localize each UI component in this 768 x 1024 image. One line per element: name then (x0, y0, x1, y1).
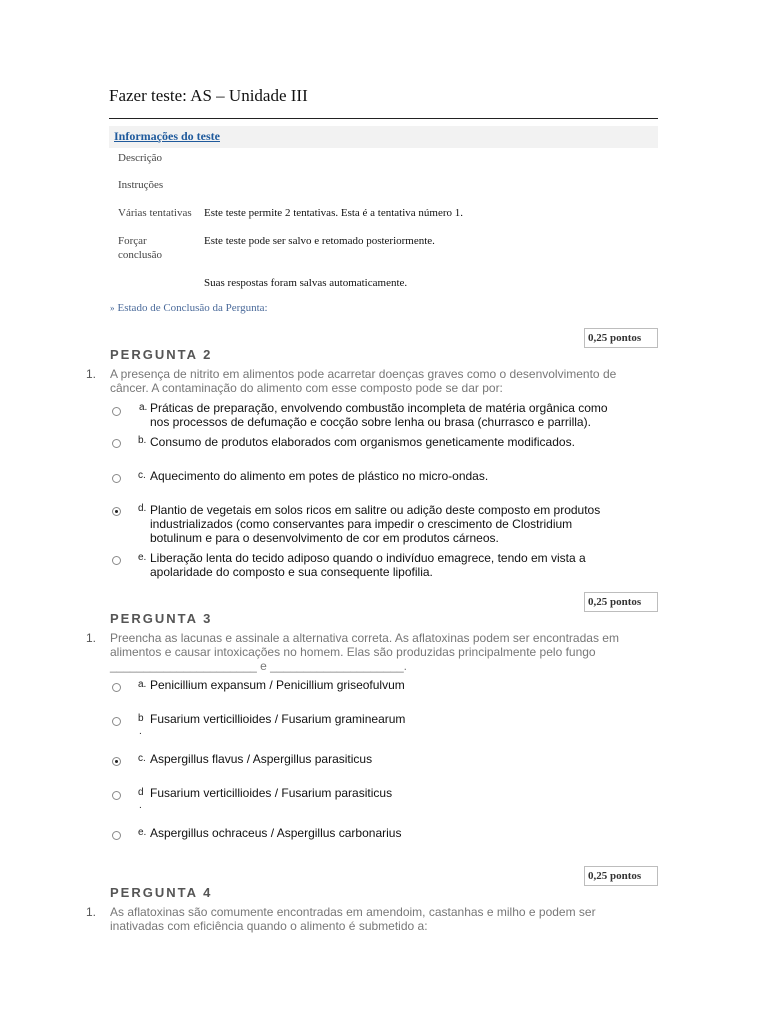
option-letter: c. (138, 753, 146, 764)
test-info-link[interactable]: Informações do teste (114, 129, 220, 143)
option-text-line: nos processos de defumação e cocção sobre lenha ou brasa (churrasco e parrilla). (150, 415, 591, 429)
page-title: Fazer teste: AS – Unidade III (109, 86, 308, 105)
option-letter: d (138, 787, 144, 798)
option-letter: d. (138, 503, 147, 514)
option-letter: b. (138, 435, 147, 446)
completion-status-toggle[interactable] (110, 302, 268, 314)
info-value-force: Este teste pode ser salvo e retomado posteriormente. (204, 235, 435, 247)
question-text-line: alimentos e causar intoxicações no homem. Elas são produzidas principalmente pelo fungo (110, 645, 596, 659)
double-chevron-down-icon: » (110, 303, 115, 313)
option-text-line: industrializados (como conservantes para impedir o crescimento de Clostridium (150, 517, 573, 531)
option-radio[interactable] (112, 683, 121, 692)
option-letter-dot: . (139, 800, 142, 811)
option-letter-dot: . (139, 726, 142, 737)
question-text-line: As aflatoxinas são comumente encontradas em amendoim, castanhas e milho e podem ser (110, 905, 596, 919)
question-4-points: 0,25 pontos (584, 866, 658, 886)
option-text-line: Plantio de vegetais em solos ricos em salitre ou adição deste composto em produtos (150, 503, 601, 517)
option-letter: c. (138, 470, 146, 481)
option-text-line: Fusarium verticillioides / Fusarium parasiticus (150, 786, 393, 800)
option-text (150, 826, 401, 840)
question-3-points: 0,25 pontos (584, 592, 658, 612)
question-4-text (110, 905, 660, 933)
option-letter: e. (138, 552, 147, 563)
option-text (150, 678, 405, 692)
question-3-text (110, 631, 660, 673)
option-radio[interactable] (112, 831, 121, 840)
option-text (150, 435, 575, 449)
info-value-attempts: Este teste permite 2 tentativas. Esta é a tentativa número 1. (204, 207, 464, 219)
option-letter: a. (138, 679, 147, 690)
option-text (150, 712, 405, 726)
question-text-line: Preencha as lacunas e assinale a alternativa correta. As aflatoxinas podem ser encontradas em (110, 631, 619, 645)
question-3-title: PERGUNTA 3 (110, 611, 213, 626)
option-radio-selected[interactable] (112, 507, 121, 516)
option-text (150, 551, 586, 579)
question-4-title: PERGUNTA 4 (110, 885, 213, 900)
question-text-line: câncer. A contaminação do alimento com esse composto pode se dar por: (110, 381, 503, 395)
option-radio[interactable] (112, 791, 121, 800)
question-2-number: 1. (86, 367, 97, 381)
question-2-text (110, 367, 660, 395)
info-label-description: Descrição (118, 152, 162, 164)
option-radio[interactable] (112, 407, 121, 416)
option-text-line: Aspergillus ochraceus / Aspergillus carbonarius (150, 826, 402, 840)
option-text (150, 469, 488, 483)
completion-status-label: Estado de Conclusão da Pergunta: (117, 302, 268, 314)
option-radio-selected[interactable] (112, 757, 121, 766)
question-2-title: PERGUNTA 2 (110, 347, 213, 362)
question-text-line: A presença de nitrito em alimentos pode acarretar doenças graves como o desenvolvimento de (110, 367, 617, 381)
option-text-line: Práticas de preparação, envolvendo combustão incompleta de matéria orgânica como (150, 401, 608, 415)
option-radio[interactable] (112, 556, 121, 565)
option-text-line: Fusarium verticillioides / Fusarium graminearum (150, 712, 406, 726)
option-letter: e. (138, 827, 147, 838)
option-text-line: apolaridade do composto e sua consequente lipofilia. (150, 565, 433, 579)
question-2-points: 0,25 pontos (584, 328, 658, 348)
option-text (150, 752, 372, 766)
option-text-line: Aspergillus flavus / Aspergillus parasiticus (150, 752, 373, 766)
option-text (150, 401, 608, 429)
info-label-instructions: Instruções (118, 179, 164, 191)
option-text-line: botulinum e para o desenvolvimento de cor em produtos cárneos. (150, 531, 499, 545)
option-text-line: Liberação lenta do tecido adiposo quando o indivíduo emagrece, tendo em vista a (150, 551, 586, 565)
option-text-line: Consumo de produtos elaborados com organismos geneticamente modificados. (150, 435, 575, 449)
option-radio[interactable] (112, 474, 121, 483)
question-text-line: inativadas com eficiência quando o alimento é submetido a: (110, 919, 428, 933)
option-text (150, 503, 600, 545)
saved-message: Suas respostas foram salvas automaticamente. (204, 277, 408, 289)
info-label-force-line1: Forçar (118, 235, 147, 247)
question-4-number: 1. (86, 905, 97, 919)
option-text (150, 786, 392, 800)
option-letter: a. (139, 402, 148, 413)
question-text-line: ______________________ e ____________________. (110, 659, 407, 673)
option-radio[interactable] (112, 717, 121, 726)
info-label-force-line2: conclusão (118, 249, 162, 261)
option-text-line: Penicillium expansum / Penicillium griseofulvum (150, 678, 405, 692)
question-3-number: 1. (86, 631, 97, 645)
title-divider (109, 118, 658, 119)
option-text-line: Aquecimento do alimento em potes de plástico no micro-ondas. (150, 469, 489, 483)
option-letter: b (138, 713, 144, 724)
info-label-attempts: Várias tentativas (118, 207, 192, 219)
option-radio[interactable] (112, 439, 121, 448)
